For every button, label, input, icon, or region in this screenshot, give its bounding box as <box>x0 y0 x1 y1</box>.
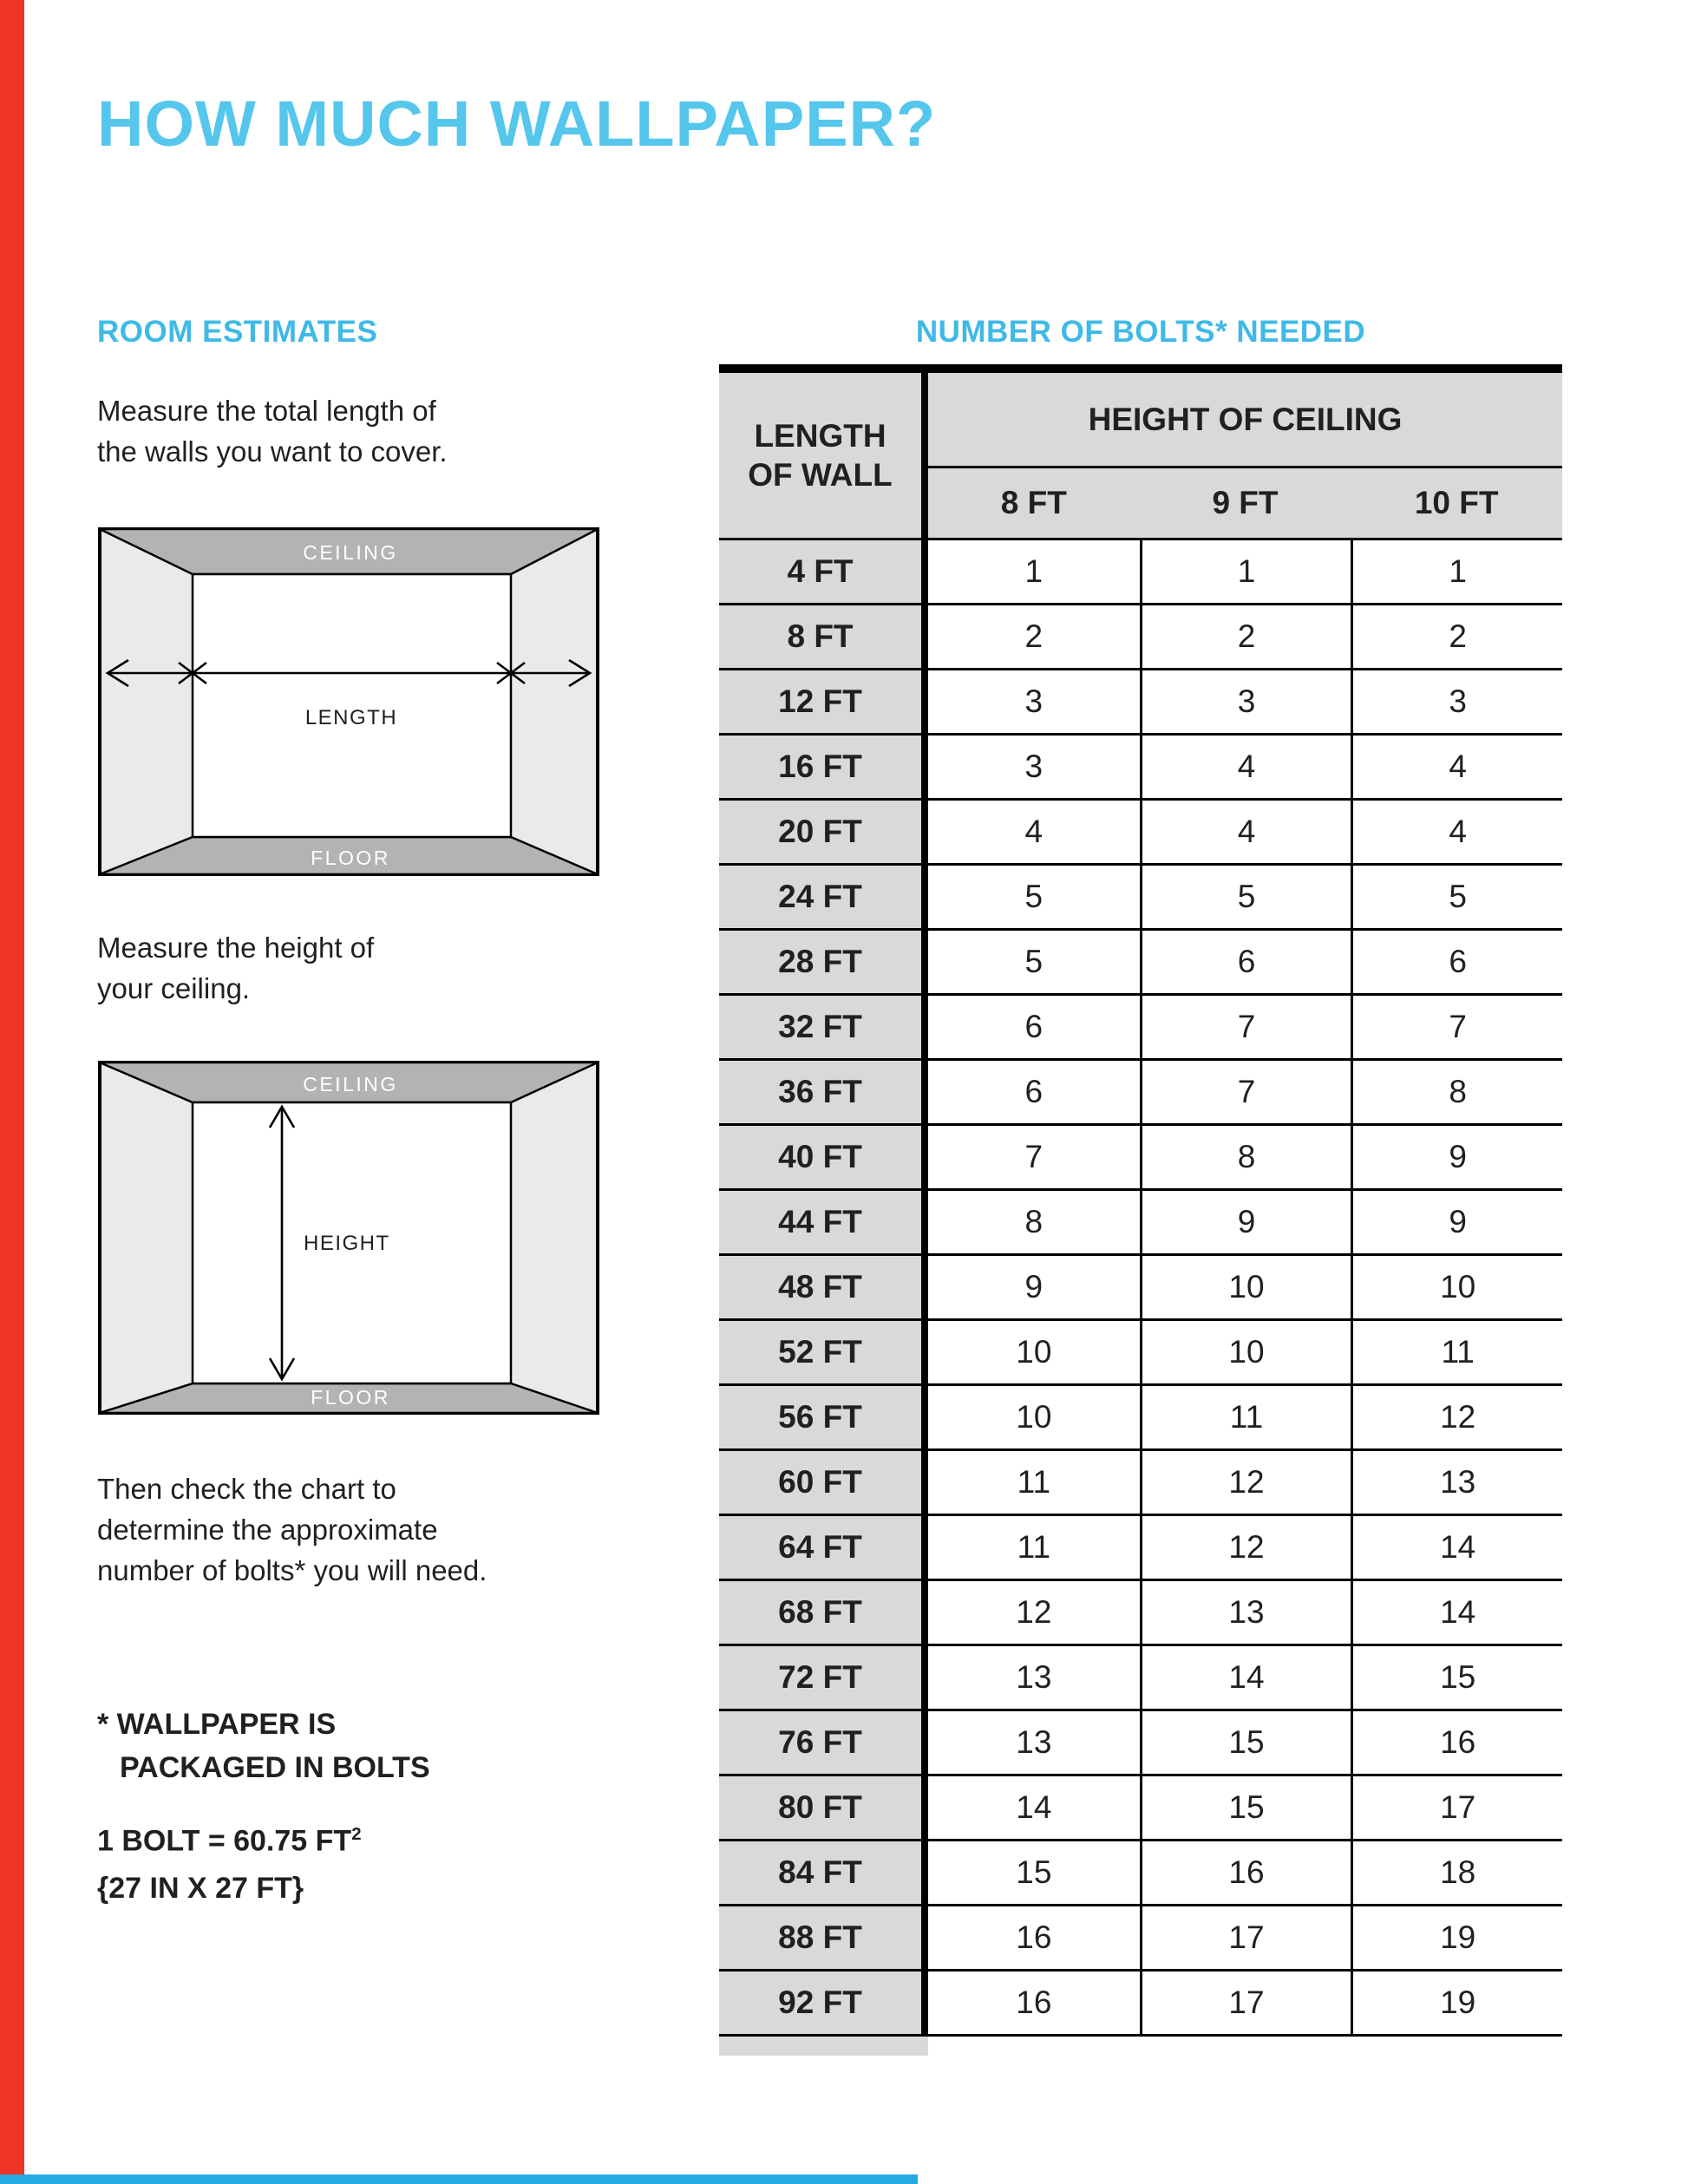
text-line: LENGTH <box>754 418 887 454</box>
table-row <box>719 1906 1562 1971</box>
instruction-measure-length <box>97 390 448 472</box>
wall-length-cell: 72 FT <box>719 1646 928 1709</box>
bolts-8ft-cell: 14 <box>1016 1789 1052 1825</box>
table-row <box>719 996 1562 1061</box>
bolt-area-exponent: 2 <box>351 1825 362 1844</box>
text-line: OF WALL <box>748 457 893 493</box>
wall-length-cell: 4 FT <box>719 540 928 603</box>
table-row <box>719 540 1562 605</box>
col-header-8ft: 8 FT <box>1000 485 1067 520</box>
bolts-10ft-cell: 2 <box>1351 605 1562 668</box>
wall-length-cell: 40 FT <box>719 1126 928 1188</box>
text-line: Measure the height of <box>97 932 375 964</box>
table-row <box>719 1646 1562 1711</box>
wall-length-cell: 12 FT <box>719 670 928 733</box>
bolts-9ft-cell: 1 <box>1140 540 1351 603</box>
bolts-8ft-cell: 5 <box>1024 879 1044 914</box>
bolts-8ft-cell: 5 <box>1024 944 1044 979</box>
wall-length-cell: 88 FT <box>719 1906 928 1969</box>
bolts-9ft-cell: 6 <box>1140 931 1351 993</box>
bolts-10ft-cell: 16 <box>1351 1711 1562 1774</box>
bolts-8ft-cell: 3 <box>1024 749 1044 784</box>
wall-length-cell: 80 FT <box>719 1776 928 1839</box>
bolts-8ft-cell: 11 <box>1017 1529 1051 1565</box>
bolts-10ft-cell: 6 <box>1351 931 1562 993</box>
bolts-8ft-cell: 10 <box>1016 1334 1052 1370</box>
table-row <box>719 605 1562 670</box>
bolts-8ft-cell: 3 <box>1024 683 1044 719</box>
bolts-9ft-cell: 7 <box>1140 1061 1351 1123</box>
table-row <box>719 1386 1562 1451</box>
bolts-9ft-cell: 4 <box>1140 736 1351 798</box>
bolts-table <box>719 364 1562 2056</box>
text-line: determine the approximate <box>97 1514 438 1546</box>
wall-length-cell: 28 FT <box>719 931 928 993</box>
wall-length-cell: 16 FT <box>719 736 928 798</box>
table-row <box>719 1451 1562 1516</box>
bolts-10ft-cell: 5 <box>1351 866 1562 928</box>
wall-length-cell: 52 FT <box>719 1321 928 1383</box>
bolts-8ft-cell: 10 <box>1016 1399 1052 1435</box>
bolts-9ft-cell: 3 <box>1140 670 1351 733</box>
bolts-10ft-cell: 8 <box>1351 1061 1562 1123</box>
bolts-8ft-cell: 13 <box>1016 1724 1052 1760</box>
bolts-8ft-cell: 4 <box>1024 814 1044 849</box>
bolts-10ft-cell: 9 <box>1351 1191 1562 1253</box>
bolt-area-line <box>97 1811 362 1865</box>
table-row <box>719 1126 1562 1191</box>
bolt-area-text: 1 BOLT = 60.75 FT <box>97 1824 352 1858</box>
bolts-10ft-cell: 14 <box>1351 1581 1562 1644</box>
table-row <box>719 1581 1562 1646</box>
wall-length-cell: 84 FT <box>719 1841 928 1904</box>
table-row <box>719 1971 1562 2037</box>
floor-label: FLOOR <box>311 847 390 869</box>
bolts-10ft-cell: 3 <box>1351 670 1562 733</box>
ceiling-label: CEILING <box>303 1073 398 1095</box>
bolts-9ft-cell: 2 <box>1140 605 1351 668</box>
wall-length-header <box>719 373 928 538</box>
bolts-10ft-cell: 4 <box>1351 801 1562 863</box>
wall-length-cell: 24 FT <box>719 866 928 928</box>
bolts-8ft-cell: 8 <box>1024 1204 1044 1239</box>
text-line: PACKAGED IN BOLTS <box>120 1751 430 1784</box>
bolts-packaging-note <box>97 1703 430 1789</box>
ceiling-height-columns <box>928 468 1562 538</box>
wall-length-cell: 64 FT <box>719 1516 928 1579</box>
wall-length-cell: 20 FT <box>719 801 928 863</box>
ceiling-label: CEILING <box>303 541 398 564</box>
bolts-8ft-cell: 7 <box>1024 1139 1044 1174</box>
bolts-9ft-cell: 15 <box>1140 1711 1351 1774</box>
bolts-9ft-cell: 17 <box>1140 1906 1351 1969</box>
bolts-9ft-cell: 12 <box>1140 1451 1351 1514</box>
instruction-measure-height <box>97 927 374 1009</box>
room-estimates-heading: ROOM ESTIMATES <box>97 315 378 349</box>
wall-length-cell: 32 FT <box>719 996 928 1058</box>
wall-length-cell: 60 FT <box>719 1451 928 1514</box>
bolts-9ft-cell: 9 <box>1140 1191 1351 1253</box>
table-row <box>719 1516 1562 1581</box>
bolts-9ft-cell: 8 <box>1140 1126 1351 1188</box>
bolts-8ft-cell: 9 <box>1024 1269 1044 1305</box>
length-label: LENGTH <box>304 706 398 729</box>
bolts-10ft-cell: 19 <box>1351 1906 1562 1969</box>
wall-length-cell: 36 FT <box>719 1061 928 1123</box>
bolts-8ft-cell: 6 <box>1024 1074 1044 1109</box>
wall-length-cell: 92 FT <box>719 1971 928 2034</box>
bolts-9ft-cell: 12 <box>1140 1516 1351 1579</box>
wall-length-cell: 56 FT <box>719 1386 928 1448</box>
footer-accent-bar <box>0 2174 918 2184</box>
bolt-size-formula <box>97 1811 362 1913</box>
wall-length-cell: 68 FT <box>719 1581 928 1644</box>
bolts-9ft-cell: 15 <box>1140 1776 1351 1839</box>
text-line: * WALLPAPER IS <box>97 1708 337 1741</box>
table-footer-tab <box>719 2037 928 2056</box>
bolts-8ft-cell: 2 <box>1024 618 1044 654</box>
bolts-9ft-cell: 5 <box>1140 866 1351 928</box>
table-row <box>719 1191 1562 1256</box>
bolts-8ft-cell: 13 <box>1016 1659 1052 1695</box>
bolts-9ft-cell: 13 <box>1140 1581 1351 1644</box>
bolts-8ft-cell: 15 <box>1016 1854 1052 1890</box>
table-row <box>719 670 1562 736</box>
bolts-needed-heading: NUMBER OF BOLTS* NEEDED <box>915 315 1366 349</box>
bolts-10ft-cell: 18 <box>1351 1841 1562 1904</box>
height-of-ceiling-header: HEIGHT OF CEILING <box>928 373 1562 468</box>
wall-length-cell: 8 FT <box>719 605 928 668</box>
bolts-10ft-cell: 10 <box>1351 1256 1562 1318</box>
bolts-10ft-cell: 19 <box>1351 1971 1562 2034</box>
bolts-8ft-cell: 16 <box>1016 1985 1052 2020</box>
bolts-10ft-cell: 4 <box>1351 736 1562 798</box>
wall-length-cell: 76 FT <box>719 1711 928 1774</box>
bolts-10ft-cell: 15 <box>1351 1646 1562 1709</box>
table-header <box>719 373 1562 540</box>
bolts-9ft-cell: 10 <box>1140 1256 1351 1318</box>
bolts-10ft-cell: 9 <box>1351 1126 1562 1188</box>
instruction-check-chart <box>97 1468 487 1591</box>
height-label: HEIGHT <box>304 1232 390 1255</box>
bolts-10ft-cell: 17 <box>1351 1776 1562 1839</box>
bolts-8ft-cell: 12 <box>1016 1594 1052 1630</box>
table-row <box>719 866 1562 931</box>
bolts-10ft-cell: 7 <box>1351 996 1562 1058</box>
table-row <box>719 801 1562 866</box>
text-line: your ceiling. <box>97 972 251 1004</box>
text-line: Measure the total length of <box>97 395 436 427</box>
bolts-10ft-cell: 1 <box>1351 540 1562 603</box>
bolts-9ft-cell: 17 <box>1140 1971 1351 2034</box>
table-row <box>719 1841 1562 1906</box>
bolts-8ft-cell: 1 <box>1024 553 1044 589</box>
wall-length-cell: 48 FT <box>719 1256 928 1318</box>
page-title: HOW MUCH WALLPAPER? <box>97 88 937 160</box>
col-header-10ft: 10 FT <box>1414 485 1499 520</box>
floor-label: FLOOR <box>311 1386 390 1409</box>
table-row <box>719 931 1562 996</box>
bolts-8ft-cell: 16 <box>1016 1919 1052 1955</box>
text-line: number of bolts* you will need. <box>97 1554 487 1586</box>
text-line: Then check the chart to <box>97 1473 396 1505</box>
ceiling-header-block <box>928 373 1562 538</box>
table-row <box>719 1061 1562 1126</box>
bolt-dimensions-line: {27 IN X 27 FT} <box>97 1872 304 1906</box>
bolts-8ft-cell: 11 <box>1017 1464 1051 1500</box>
bolts-9ft-cell: 11 <box>1140 1386 1351 1448</box>
bolts-10ft-cell: 12 <box>1351 1386 1562 1448</box>
bolts-10ft-cell: 14 <box>1351 1516 1562 1579</box>
bolts-8ft-cell: 6 <box>1024 1009 1044 1044</box>
bolts-9ft-cell: 14 <box>1140 1646 1351 1709</box>
left-accent-bar <box>0 0 24 2184</box>
room-height-diagram <box>97 1060 600 1416</box>
bolts-10ft-cell: 13 <box>1351 1451 1562 1514</box>
room-length-diagram <box>97 526 600 877</box>
table-body <box>719 540 1562 2037</box>
bolts-9ft-cell: 16 <box>1140 1841 1351 1904</box>
text-line: the walls you want to cover. <box>97 435 448 468</box>
table-row <box>719 1256 1562 1321</box>
bolts-9ft-cell: 4 <box>1140 801 1351 863</box>
bolts-9ft-cell: 7 <box>1140 996 1351 1058</box>
bolts-10ft-cell: 11 <box>1351 1321 1562 1383</box>
col-header-9ft: 9 FT <box>1212 485 1279 520</box>
table-row <box>719 736 1562 801</box>
table-row <box>719 1711 1562 1776</box>
wall-length-cell: 44 FT <box>719 1191 928 1253</box>
table-row <box>719 1776 1562 1841</box>
bolts-9ft-cell: 10 <box>1140 1321 1351 1383</box>
table-row <box>719 1321 1562 1386</box>
